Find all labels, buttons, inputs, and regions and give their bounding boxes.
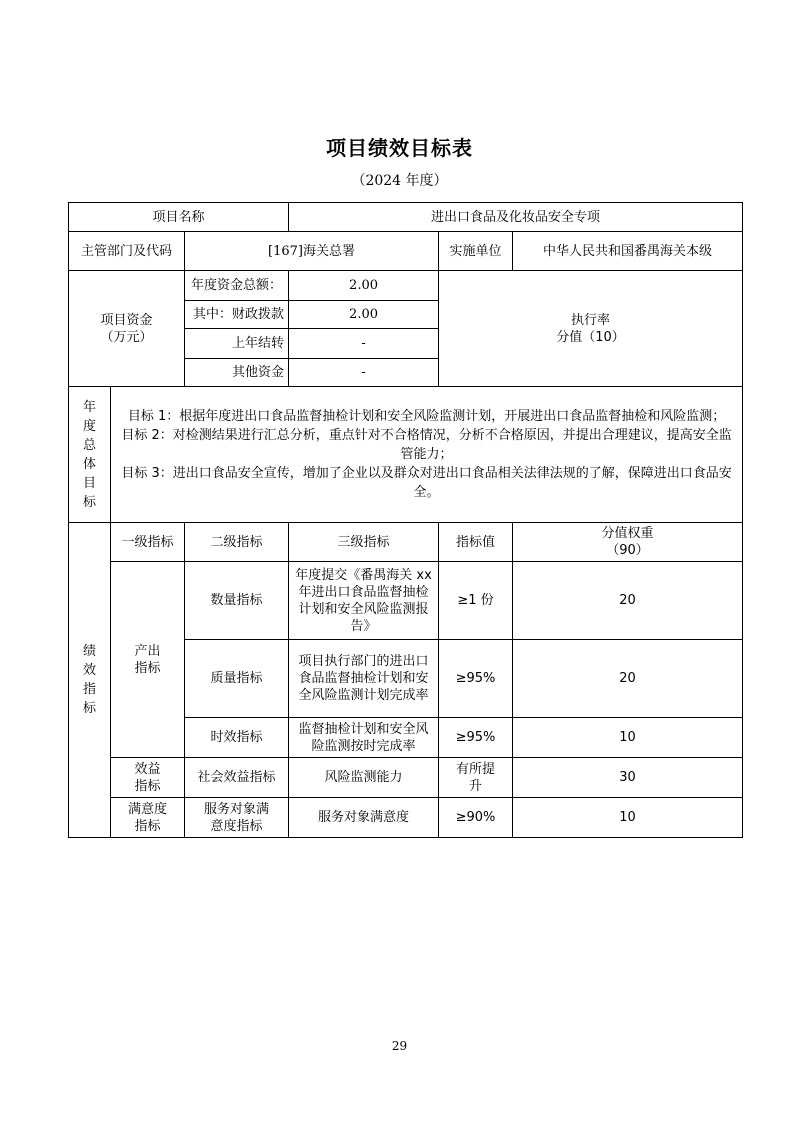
impl-value: 中华人民共和国番禺海关本级: [513, 232, 743, 271]
indicator-weight: 10: [513, 718, 743, 758]
indicator-row: [69, 562, 743, 640]
performance-goal-table: [68, 202, 743, 838]
funds-row-total: [69, 271, 743, 301]
goal-item-3: 目标 3：进出口食品安全宣传，增加了企业以及群众对进出口食品相关法律法规的了解，保障进出口食品安全。: [121, 466, 732, 500]
goals-content: [111, 387, 743, 523]
department-row: [69, 232, 743, 271]
level1-satisfaction-text: 满意度指标: [127, 801, 167, 834]
funds-rate-label: 执行率: [571, 312, 611, 328]
header-level1: 一级指标: [111, 523, 185, 562]
indicator-level2-text: 服务对象满意度指标: [204, 801, 270, 834]
indicator-level3: 监督抽检计划和安全风险监测按时完成率: [289, 718, 439, 758]
funds-rate-cell: [439, 271, 743, 387]
indicator-value: ≥90%: [439, 798, 513, 838]
indicator-level2: 质量指标: [185, 640, 289, 718]
level1-benefit: [111, 758, 185, 798]
indicator-weight: 20: [513, 640, 743, 718]
level1-output-text: 产出指标: [134, 643, 161, 676]
level1-output: [111, 562, 185, 758]
funds-label-text: 项目资金（万元）: [100, 312, 153, 345]
indicators-label-text: 绩效指标: [82, 644, 96, 716]
indicator-value: ≥95%: [439, 718, 513, 758]
funds-other-label: 其他资金: [185, 359, 289, 387]
page-title: 项目绩效目标表: [326, 136, 473, 160]
funds-carryover-label: 上年结转: [185, 329, 289, 359]
indicator-level3: 服务对象满意度: [289, 798, 439, 838]
funds-label: [69, 271, 185, 387]
indicator-level3: 项目执行部门的进出口食品监督抽检计划和安全风险监测计划完成率: [289, 640, 439, 718]
funds-total-label: 年度资金总额：: [185, 271, 289, 301]
indicator-level2: 社会效益指标: [185, 758, 289, 798]
header-level3: 三级指标: [289, 523, 439, 562]
indicator-level2: 时效指标: [185, 718, 289, 758]
header-value: 指标值: [439, 523, 513, 562]
dept-label: 主管部门及代码: [69, 232, 185, 271]
indicator-value: ≥95%: [439, 640, 513, 718]
impl-label: 实施单位: [439, 232, 513, 271]
level1-benefit-text: 效益指标: [134, 761, 161, 794]
header-weight-text: 分值权重（90）: [601, 526, 654, 558]
indicators-label: [69, 523, 111, 838]
project-name-label: 项目名称: [69, 203, 289, 232]
indicator-level3: 风险监测能力: [289, 758, 439, 798]
header-level2: 二级指标: [185, 523, 289, 562]
indicator-value: ≥1 份: [439, 562, 513, 640]
indicator-value: [439, 758, 513, 798]
goal-item-1: 目标 1：根据年度进出口食品监督抽检计划和安全风险监测计划，开展进出口食品监督抽检和风险监测；: [127, 409, 726, 424]
header-weight: [513, 523, 743, 562]
project-name-value: 进出口食品及化妆品安全专项: [289, 203, 743, 232]
funds-other-value: -: [289, 359, 439, 387]
page-number: 29: [391, 1039, 408, 1053]
dept-value: [167]海关总署: [185, 232, 439, 271]
goals-label-text: 年度总体目标: [82, 399, 96, 510]
goals-row: [69, 387, 743, 523]
funds-carryover-value: -: [289, 329, 439, 359]
indicator-row: [69, 758, 743, 798]
indicator-level3: 年度提交《番禺海关 xx 年进出口食品监督抽检计划和安全风险监测报告》: [289, 562, 439, 640]
goal-item-2: 目标 2：对检测结果进行汇总分析，重点针对不合格情况，分析不合格原因，并提出合理建议，提高安全监管能力；: [121, 428, 732, 462]
funds-score-label: 分值（10）: [556, 329, 625, 345]
indicator-level2: 数量指标: [185, 562, 289, 640]
page-subtitle: （2024 年度）: [351, 173, 448, 189]
indicator-value-text: 有所提升: [456, 761, 496, 794]
indicator-weight: 30: [513, 758, 743, 798]
indicators-header-row: [69, 523, 743, 562]
funds-total-value: 2.00: [289, 271, 439, 301]
goals-label: [69, 387, 111, 523]
funds-fiscal-label: 其中：财政拨款: [185, 301, 289, 329]
funds-fiscal-value: 2.00: [289, 301, 439, 329]
project-name-row: [69, 203, 743, 232]
indicator-weight: 20: [513, 562, 743, 640]
level1-satisfaction: [111, 798, 185, 838]
indicator-weight: 10: [513, 798, 743, 838]
indicator-level2: [185, 798, 289, 838]
indicator-row: [69, 798, 743, 838]
